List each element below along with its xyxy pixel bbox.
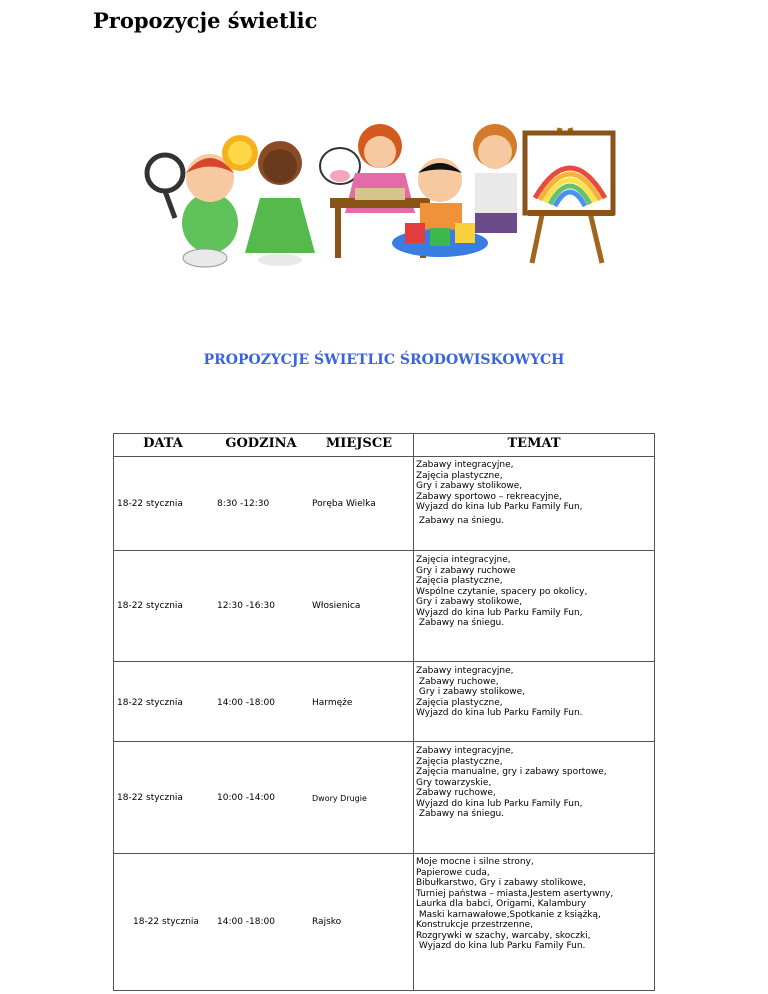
- cell-time: 14:00 -18:00: [217, 917, 275, 927]
- header-miejsce: MIEJSCE: [325, 436, 393, 451]
- topic-line: Zajęcia plastyczne,: [416, 756, 503, 767]
- table-row: [113, 854, 655, 991]
- cell-time: 10:00 -14:00: [217, 793, 275, 803]
- cell-time: 8:30 -12:30: [217, 499, 270, 509]
- child-magnifier-graphic: [147, 154, 238, 267]
- topic-line: Konstrukcje przestrzenne,: [416, 920, 534, 930]
- topic-line: Zabawy na śniegu.: [416, 618, 505, 628]
- header-temat: TEMAT: [507, 436, 561, 451]
- child-painter-graphic: [473, 124, 517, 233]
- cell-place: Włosienica: [312, 601, 361, 611]
- topic-line: Wyjazd do kina lub Parku Family Fun,: [416, 502, 583, 512]
- topic-line: Gry towarzyskie,: [416, 777, 492, 788]
- table-row: [113, 551, 655, 662]
- cell-place: Dwory Drugie: [312, 794, 367, 803]
- topic-line: Zabawy sportowo – rekreacyjne,: [416, 491, 562, 502]
- topic-line: Gry i zabawy stolikowe,: [416, 481, 523, 491]
- section-heading: PROPOZYCJE ŚWIETLIC ŚRODOWISKOWYCH: [203, 352, 565, 368]
- topic-line: Wyjazd do kina lub Parku Family Fun,: [416, 607, 583, 618]
- topic-line: Gry i zabawy stolikowe,: [416, 687, 525, 697]
- topic-line: Turniej państwa – miasta,Jestem asertywny,: [416, 888, 614, 899]
- cell-topics: [416, 555, 587, 629]
- cell-date: 18-22 stycznia: [133, 917, 199, 927]
- topic-line: Zajęcia plastyczne,: [416, 576, 503, 586]
- topic-line: Gry i zabawy stolikowe,: [416, 597, 523, 607]
- topic-line: Wyjazd do kina lub Parku Family Fun.: [416, 941, 586, 951]
- topic-line: Zabawy integracyjne,: [416, 666, 514, 676]
- topic-line: Bibułkarstwo, Gry i zabawy stolikowe,: [416, 878, 586, 888]
- topic-line: Zabawy na śniegu.: [416, 515, 505, 526]
- topic-line: Zabawy ruchowe,: [416, 788, 496, 798]
- cell-topics: [416, 460, 583, 526]
- table-row: [113, 742, 655, 854]
- header-data: DATA: [143, 436, 183, 451]
- topic-line: Zajęcia plastyczne,: [416, 470, 503, 481]
- topic-line: Moje mocne i silne strony,: [416, 857, 534, 867]
- cell-date: 18-22 stycznia: [117, 698, 183, 708]
- table-header-row: [113, 436, 655, 456]
- topic-line: Zajęcia manualne, gry i zabawy sportowe,: [416, 767, 607, 777]
- topic-line: Zajęcia integracyjne,: [416, 555, 511, 565]
- cell-time: 12:30 -16:30: [217, 601, 275, 611]
- topic-line: Gry i zabawy ruchowe: [416, 565, 516, 576]
- cell-place: Harmęże: [312, 698, 353, 708]
- topic-line: Maski karnawałowe,Spotkanie z książką,: [416, 909, 601, 920]
- topic-line: Wspólne czytanie, spacery po okolicy,: [416, 586, 588, 597]
- cell-date: 18-22 stycznia: [117, 793, 183, 803]
- topic-line: Laurka dla babci, Origami, Kalambury: [416, 899, 587, 909]
- topic-line: Wyjazd do kina lub Parku Family Fun,: [416, 798, 583, 809]
- topic-line: Zabawy ruchowe,: [416, 676, 499, 687]
- cell-topics: [416, 666, 583, 719]
- table-row: [113, 457, 655, 551]
- easel-graphic: [525, 128, 614, 263]
- cell-time: 14:00 -18:00: [217, 698, 275, 708]
- children-illustration: [140, 118, 620, 268]
- sun-graphic: [222, 135, 258, 171]
- cell-date: 18-22 stycznia: [117, 601, 183, 611]
- topic-line: Zabawy integracyjne,: [416, 460, 514, 470]
- cell-place: Poręba Wielka: [312, 499, 376, 509]
- topic-line: Zabawy na śniegu.: [416, 809, 505, 819]
- topic-line: Rozgrywki w szachy, warcaby, skoczki,: [416, 930, 591, 941]
- document-title: Propozycje świetlic: [93, 8, 318, 33]
- cell-place: Rajsko: [312, 917, 342, 927]
- topic-line: Zajęcia plastyczne,: [416, 697, 503, 708]
- header-godzina: GODZINA: [225, 436, 297, 451]
- table-row: [113, 662, 655, 742]
- cell-topics: [416, 746, 607, 820]
- topic-line: Wyjazd do kina lub Parku Family Fun.: [416, 708, 583, 718]
- topic-line: Zabawy integracyjne,: [416, 746, 514, 756]
- topic-line: Papierowe cuda,: [416, 867, 490, 878]
- cell-topics: [416, 857, 613, 952]
- cell-date: 18-22 stycznia: [117, 499, 183, 509]
